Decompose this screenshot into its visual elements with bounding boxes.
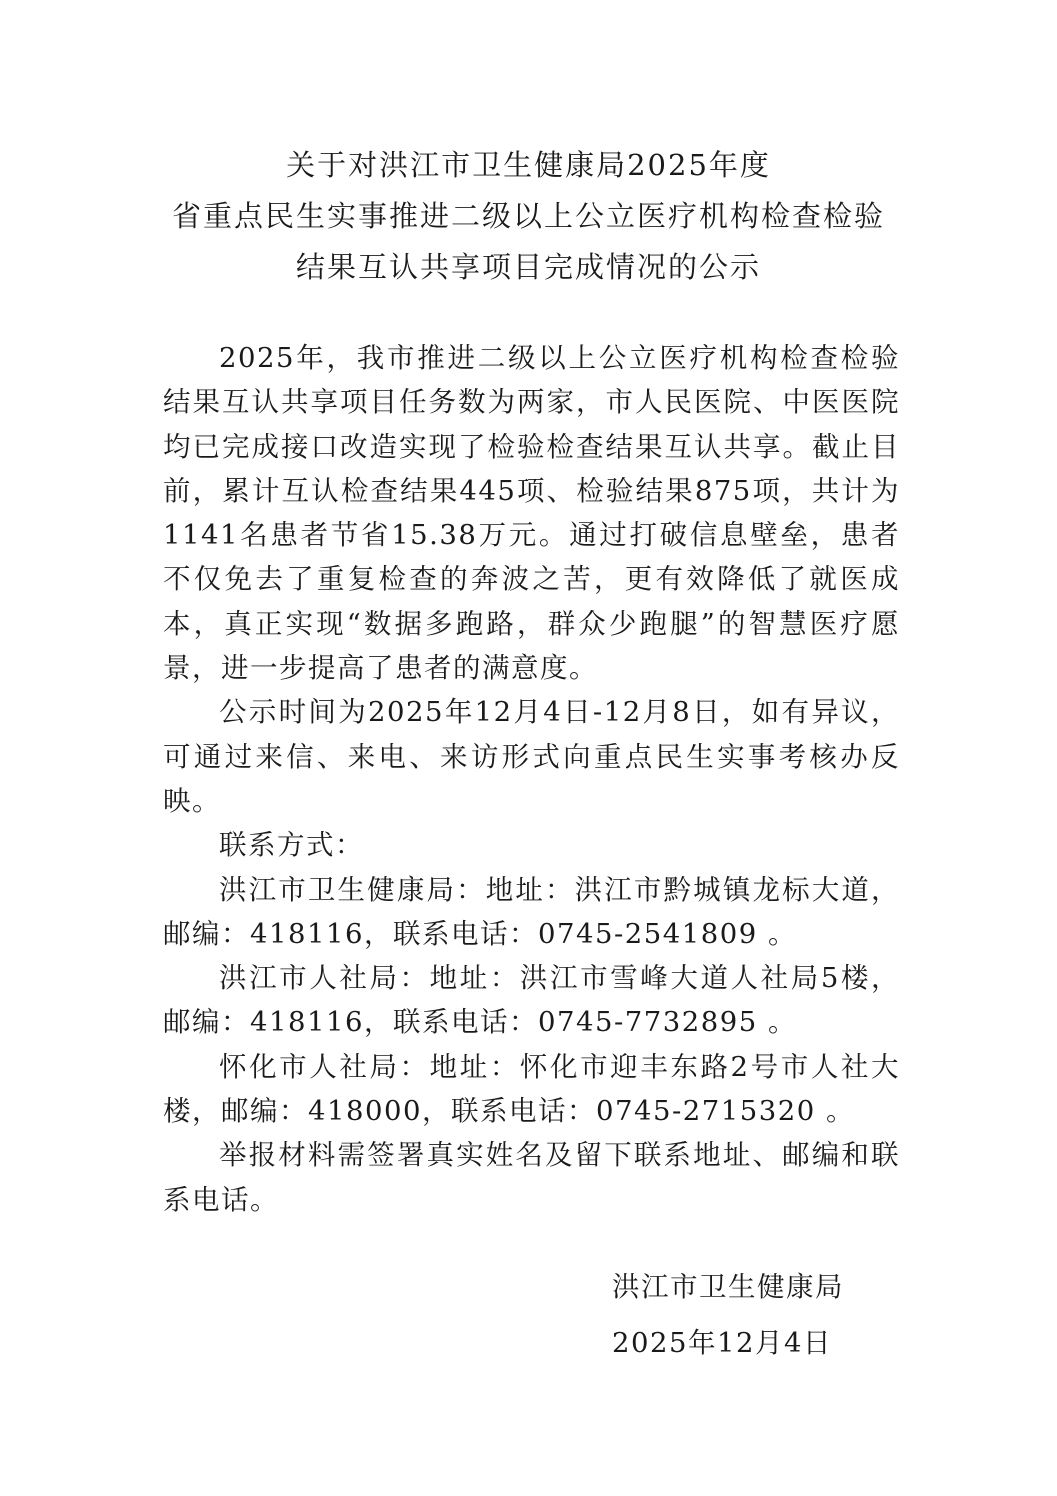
- paragraph-summary: 2025年，我市推进二级以上公立医疗机构检查检验结果互认共享项目任务数为两家，市人民医院、中医医院均已完成接口改造实现了检验检查结果互认共享。截止目前，累计互认检查结果445项、检验结果875项，共计为1141名患者节省15.38万元。通过打破信息壁垒，患者不仅免去了重复检查的奔波之苦，更有效降低了就医成本，真正实现“数据多跑路，群众少跑腿”的智慧医疗愿景，进一步提高了患者的满意度。: [163, 342, 900, 685]
- signature-date: 2025年12月4日: [612, 1327, 832, 1359]
- title-line-3: 结果互认共享项目完成情况的公示: [295, 250, 761, 284]
- paragraph-contact-hongjiang-hr: 洪江市人社局：地址：洪江市雪峰大道人社局5楼，邮编：418116，联系电话：0745-7732895 。: [163, 962, 900, 1039]
- title-line-1: 关于对洪江市卫生健康局2025年度: [286, 148, 771, 182]
- paragraph-contact-health-bureau: 洪江市卫生健康局：地址：洪江市黔城镇龙标大道，邮编：418116，联系电话：0745-2541809 。: [163, 873, 900, 950]
- signature-org: 洪江市卫生健康局: [612, 1271, 844, 1303]
- paragraph-contact-huaihua-hr: 怀化市人社局：地址：怀化市迎丰东路2号市人社大楼，邮编：418000，联系电话：0745-2715320 。: [163, 1050, 900, 1128]
- paragraph-report-note: 举报材料需签署真实姓名及留下联系地址、邮编和联系电话。: [163, 1139, 900, 1216]
- paragraph-notice-period: 公示时间为2025年12月4日-12月8日，如有异议，可通过来信、来电、来访形式向重点民生实事考核办反映。: [163, 696, 900, 817]
- document-title: [0, 140, 1057, 293]
- title-line-2: 省重点民生实事推进二级以上公立医疗机构检查检验: [171, 199, 885, 233]
- document-body: [163, 336, 900, 1222]
- paragraph-contact-heading: 联系方式：: [219, 829, 364, 862]
- signature-block: [612, 1259, 844, 1371]
